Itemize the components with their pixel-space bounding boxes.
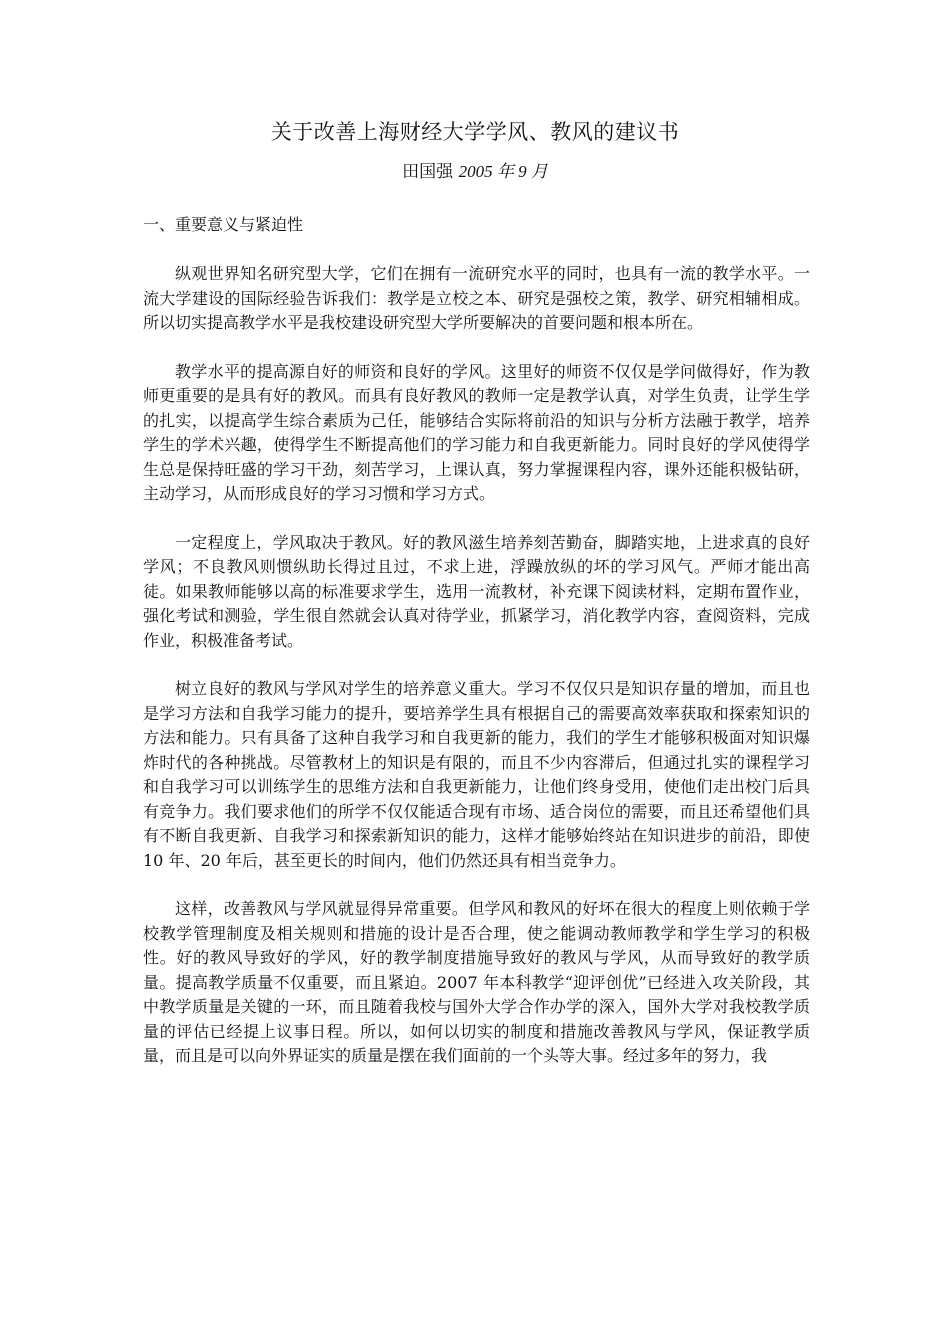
- paragraph: 一定程度上，学风取决于教风。好的教风滋生培养刻苦勤奋，脚踏实地，上进求真的良好学风；不良教风则惯纵助长得过且过，不求上进，浮躁放纵的坏的学习风气。严师才能出高徒。如果教师能够以高的标准要求学生，选用一流教材，补充课下阅读材料，定期布置作业，强化考试和测验，学生很自然就会认真对待学业，抓紧学习，消化教学内容，查阅资料，完成作业，积极准备考试。: [143, 532, 810, 650]
- document-byline: [0, 158, 950, 186]
- section-heading: 一、重要意义与紧迫性: [143, 215, 304, 234]
- document-date: 2005 年 9 月: [458, 162, 548, 181]
- document-body: [143, 262, 810, 1093]
- document-title: 关于改善上海财经大学学风、教风的建议书: [270, 120, 680, 144]
- author-name: 田国强: [402, 162, 454, 182]
- paragraph: 这样，改善教风与学风就显得异常重要。但学风和教风的好坏在很大的程度上则依赖于学校教学管理制度及相关规则和措施的设计是否合理，使之能调动教师教学和学生学习的积极性。好的教风导致好的学风，好的教学制度措施导致好的教风与学风，从而导致好的教学质量。提高教学质量不仅重要，而且紧迫。2007 年本科教学“迎评创优”已经进入攻关阶段，其中教学质量是关键的一环，而且随着我校与国外大学合作办学的深入，国外大学对我校教学质量的评估已经提上议事日程。所以，如何以切实的制度和措施改善教风与学风，保证教学质量，而且是可以向外界证实的质量是摆在我们面前的一个头等大事。经过多年的努力，我: [143, 899, 810, 1065]
- paragraph: 教学水平的提高源自好的师资和良好的学风。这里好的师资不仅仅是学问做得好，作为教师更重要的是具有好的教风。而具有良好教风的教师一定是教学认真，对学生负责，让学生学的扎实，以提高学生综合素质为己任，能够结合实际将前沿的知识与分析方法融于教学，培养学生的学术兴趣，使得学生不断提高他们的学习能力和自我更新能力。同时良好的学风使得学生总是保持旺盛的学习干劲，刻苦学习，上课认真，努力掌握课程内容，课外还能积极钻研，主动学习，从而形成良好的学习习惯和学习方式。: [143, 361, 810, 503]
- paragraph: 树立良好的教风与学风对学生的培养意义重大。学习不仅仅只是知识存量的增加，而且也是学习方法和自我学习能力的提升，要培养学生具有根据自己的需要高效率获取和探索知识的方法和能力。只有具备了这种自我学习和自我更新的能力，我们的学生才能够积极面对知识爆炸时代的各种挑战。尽管教材上的知识是有限的，而且不少内容滞后，但通过扎实的课程学习和自我学习可以训练学生的思维方法和自我更新能力，让他们终身受用，使他们走出校门后具有竞争力。我们要求他们的所学不仅仅能适合现有市场、适合岗位的需要，而且还希望他们具有不断自我更新、自我学习和探索新知识的能力，这样才能够始终站在知识进步的前沿，即使 10 年、20 年后，甚至更长的时间内，他们仍然还具有相当竞争力。: [143, 679, 810, 870]
- paragraph: 纵观世界知名研究型大学，它们在拥有一流研究水平的同时，也具有一流的教学水平。一流大学建设的国际经验告诉我们：教学是立校之本、研究是强校之策，教学、研究相辅相成。所以切实提高教学水平是我校建设研究型大学所要解决的首要问题和根本所在。: [143, 264, 810, 332]
